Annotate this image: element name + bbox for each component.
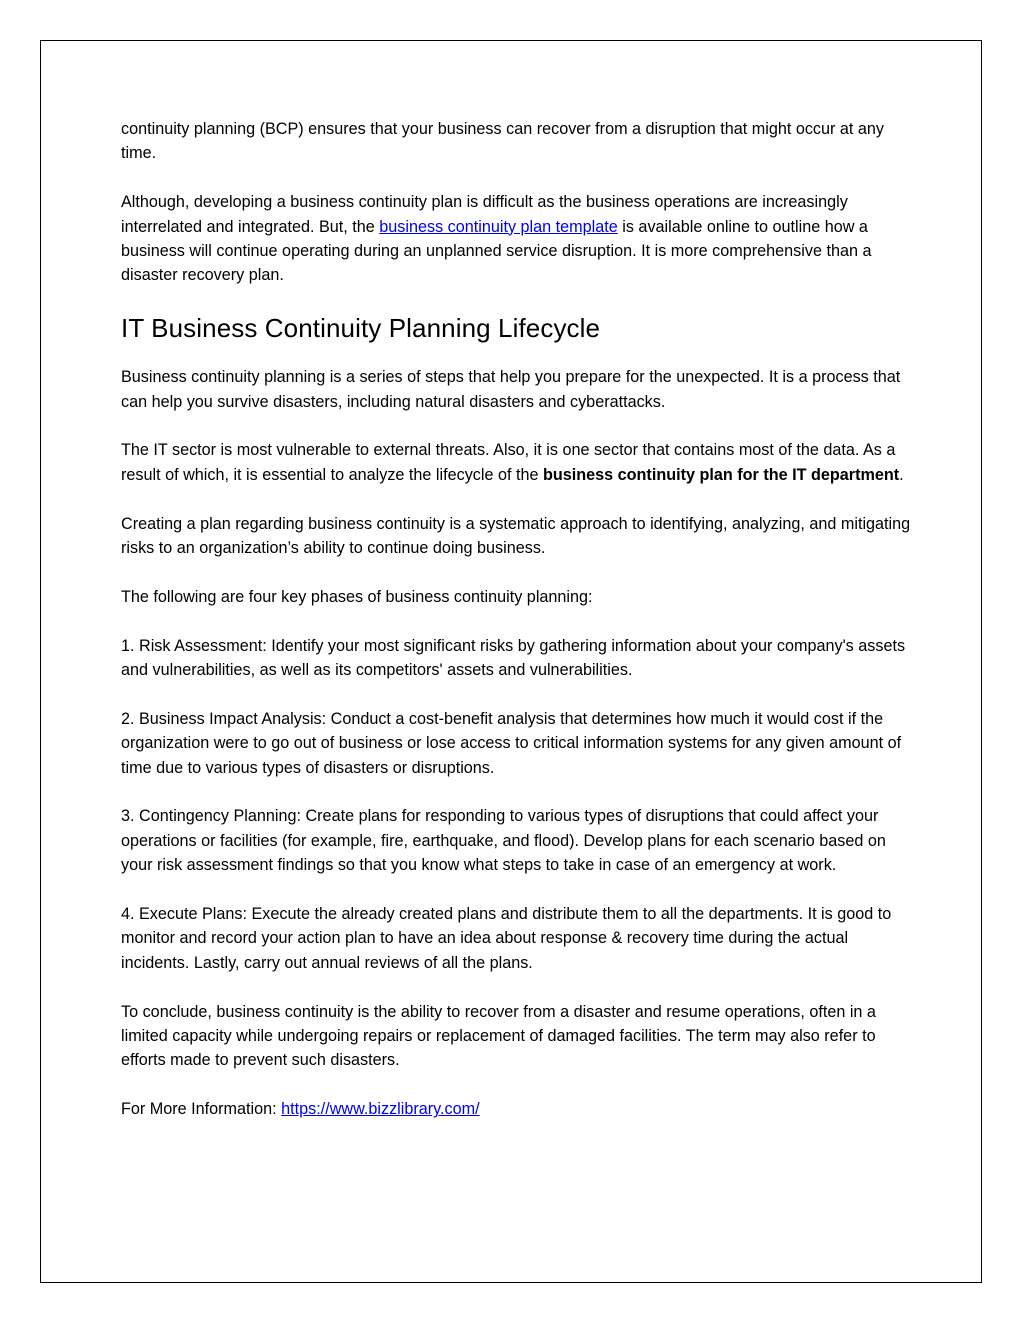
paragraph-conclude: To conclude, business continuity is the ability to recover from a disaster and resume operations, often in a limited capacity while undergoing repairs or replacement of damaged facilities. The term may also refer to efforts made to prevent such disasters. — [121, 1002, 876, 1070]
paragraph-it-sector — [121, 438, 911, 487]
paragraph-series: Business continuity planning is a series of steps that help you prepare for the unexpected. It is a process that can help you survive disasters, including natural disasters and cyberattacks. — [121, 368, 901, 411]
phase-item: 4. Execute Plans: Execute the already created plans and distribute them to all the departments. It is good to monitor and record your action plan to have an idea about response & recovery time during the actual incidents. Lastly, carry out annual reviews of all the plans. — [121, 905, 892, 972]
phase-item: 3. Contingency Planning: Create plans for responding to various types of disruptions that could affect your operations or facilities (for example, fire, earthquake, and flood). Develop plans for each scenario based on your risk assessment findings so that you know what steps to take in case of an emergency at work. — [121, 807, 886, 875]
document-body — [121, 117, 911, 1146]
bold-emphasis: business continuity plan for the IT department — [542, 465, 900, 484]
business-continuity-plan-template-link[interactable]: business continuity plan template — [379, 217, 618, 236]
paragraph-text: Although, developing a business continuity plan is difficult as the business operations are increasingly interrelated and integrated. But, the — [121, 193, 848, 236]
bizzlibrary-link[interactable]: https://www.bizzlibrary.com/ — [281, 1100, 480, 1119]
paragraph-although — [121, 190, 911, 288]
section-heading: IT Business Continuity Planning Lifecycle — [121, 313, 601, 344]
paragraph-text: The IT sector is most vulnerable to external threats. Also, it is one sector that contains most of the data. As a result of which, it is essential to analyze the lifecycle of the — [121, 441, 896, 484]
more-information-label: For More Information: — [121, 1100, 282, 1119]
paragraph-creating: Creating a plan regarding business continuity is a systematic approach to identifying, analyzing, and mitigating risks to an organization’s ability to continue doing business. — [121, 514, 911, 558]
paragraph-following: The following are four key phases of business continuity planning: — [121, 587, 593, 606]
phase-item: 1. Risk Assessment: Identify your most significant risks by gathering information about your company's assets and vulnerabilities, as well as its competitors' assets and vulnerabilities. — [121, 636, 906, 680]
paragraph-text: is available online to outline how a business will continue operating during an unplanned service disruption. It is more comprehensive than a disaster recovery plan. — [121, 217, 872, 285]
phase-item: 2. Business Impact Analysis: Conduct a cost-benefit analysis that determines how much it would cost if the organization were to go out of business or lose access to critical information systems for any given amount of time due to various types of disasters or disruptions. — [121, 709, 902, 777]
more-information-line — [121, 1097, 911, 1121]
paragraph-intro-continued: continuity planning (BCP) ensures that your business can recover from a disruption that might occur at any time. — [121, 120, 884, 163]
paragraph-text: . — [899, 465, 904, 484]
